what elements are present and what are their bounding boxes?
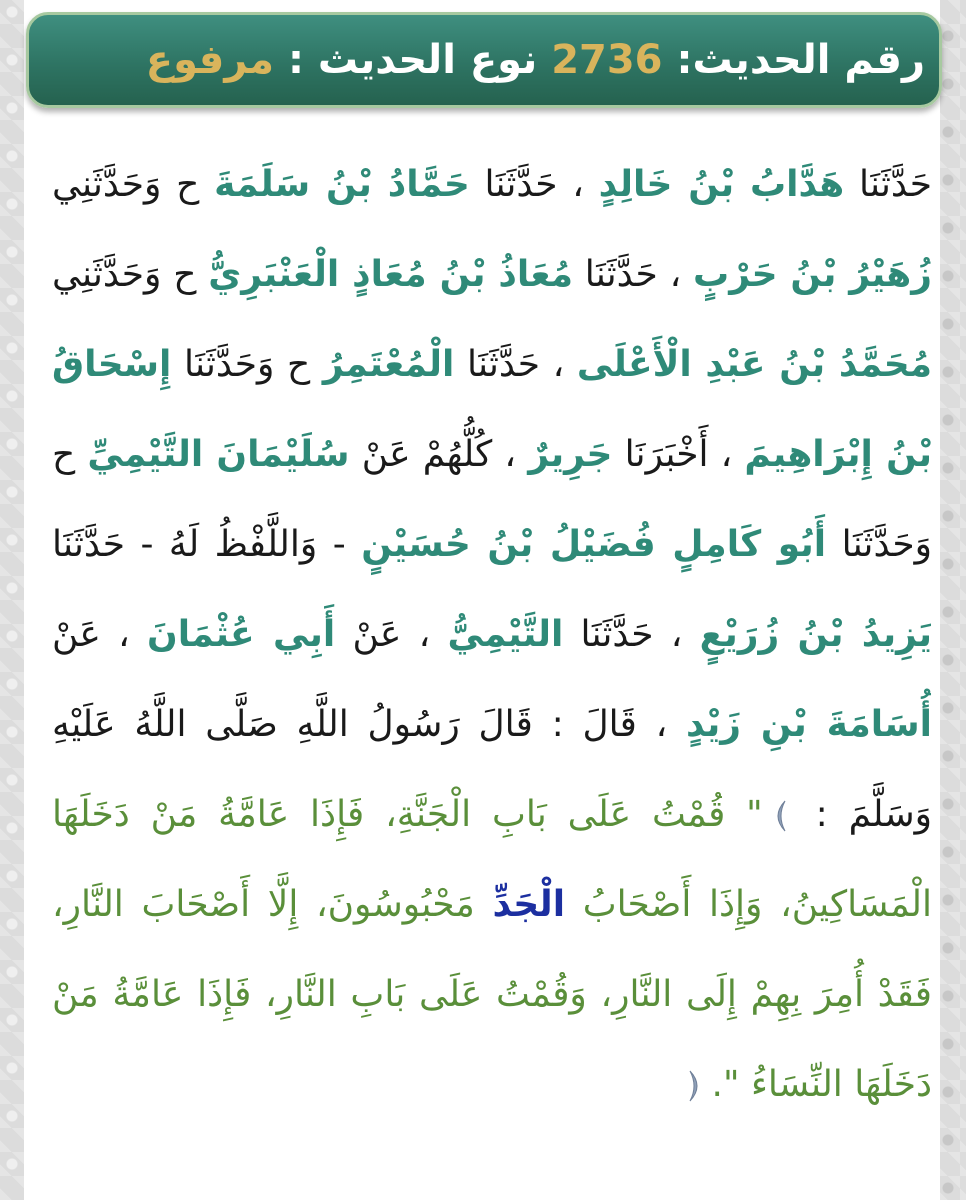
plain-text: ، قَالَ : قَالَ رَسُولُ اللَّهِ صَلَّى اللَّهُ عَلَيْهِ وَسَلَّمَ :	[52, 704, 932, 835]
hadith-number-label: رقم الحديث:	[676, 37, 925, 83]
ornament-open-icon	[769, 799, 789, 833]
narrator-name[interactable]: إِسْحَاقُ بْنُ إِبْرَاهِيمَ	[52, 344, 933, 475]
plain-text: ح وَحَدَّثَنِي	[52, 254, 209, 295]
narrator-name[interactable]: حَمَّادُ بْنُ سَلَمَةَ	[214, 164, 470, 205]
narrator-name[interactable]: أَبُو كَامِلٍ فُضَيْلُ بْنُ حُسَيْنٍ	[361, 524, 827, 565]
hadith-text	[52, 140, 932, 1130]
narrator-name[interactable]: الْمُعْتَمِرُ	[322, 344, 455, 385]
plain-text: ، حَدَّثَنَا	[563, 614, 700, 655]
hadith-type-label: نوع الحديث :	[287, 37, 538, 83]
narrator-name[interactable]: سُلَيْمَانَ التَّيْمِيِّ	[87, 434, 350, 475]
plain-text: ح وَحَدَّثَنَا	[171, 344, 323, 385]
narrator-name[interactable]: مُعَاذُ بْنُ مُعَاذٍ الْعَنْبَرِيُّ	[208, 254, 573, 295]
plain-text: - وَاللَّفْظُ لَهُ - حَدَّثَنَا	[52, 524, 362, 565]
narrator-name[interactable]: أَبِي عُثْمَانَ	[146, 614, 336, 655]
keyword-link[interactable]: الْجَدِّ	[492, 884, 566, 925]
hadith-matn: " قُمْتُ عَلَى بَابِ الْجَنَّةِ، فَإِذَا عَامَّةُ مَنْ دَخَلَهَا الْمَسَاكِينُ، وَإِذَا أَصْحَابُ	[52, 794, 932, 925]
plain-text: ، أَخْبَرَنَا	[612, 434, 745, 475]
hadith-number-value: 2736	[551, 37, 663, 83]
narrator-name[interactable]: أُسَامَةَ بْنِ زَيْدٍ	[685, 704, 932, 745]
plain-text: ، حَدَّثَنَا	[573, 254, 694, 295]
plain-text: ، حَدَّثَنَا	[469, 164, 599, 205]
plain-text: ح وَحَدَّثَنَا	[52, 434, 932, 565]
narrator-name[interactable]: هَدَّابُ بْنُ خَالِدٍ	[598, 164, 845, 205]
hadith-matn: مَحْبُوسُونَ، إِلَّا أَصْحَابَ النَّارِ، فَقَدْ أُمِرَ بِهِمْ إِلَى النَّارِ، وَقُمْتُ عَلَى بَابِ النَّارِ، فَإِذَا عَامَّةُ مَنْ دَخَلَهَا النِّسَاءُ ".	[52, 884, 932, 1105]
narrator-name[interactable]: جَرِيرٌ	[528, 434, 613, 475]
plain-text: ح وَحَدَّثَنِي	[52, 164, 215, 205]
narrator-name[interactable]: مُحَمَّدُ بْنُ عَبْدِ الْأَعْلَى	[576, 344, 932, 385]
plain-text: حَدَّثَنَا	[844, 164, 932, 205]
hadith-type-value: مرفوع	[145, 37, 275, 83]
plain-text: ، عَنْ	[335, 614, 448, 655]
plain-text: ، كُلُّهُمْ عَنْ	[349, 434, 529, 475]
ornament-close-icon	[686, 1069, 706, 1103]
plain-text: ، حَدَّثَنَا	[454, 344, 577, 385]
plain-text: ، عَنْ	[52, 614, 147, 655]
narrator-name[interactable]: التَّيْمِيُّ	[447, 614, 564, 655]
narrator-name[interactable]: يَزِيدُ بْنُ زُرَيْعٍ	[699, 614, 933, 655]
narrator-name[interactable]: زُهَيْرُ بْنُ حَرْبٍ	[693, 254, 932, 295]
hadith-header-bar	[26, 12, 942, 108]
